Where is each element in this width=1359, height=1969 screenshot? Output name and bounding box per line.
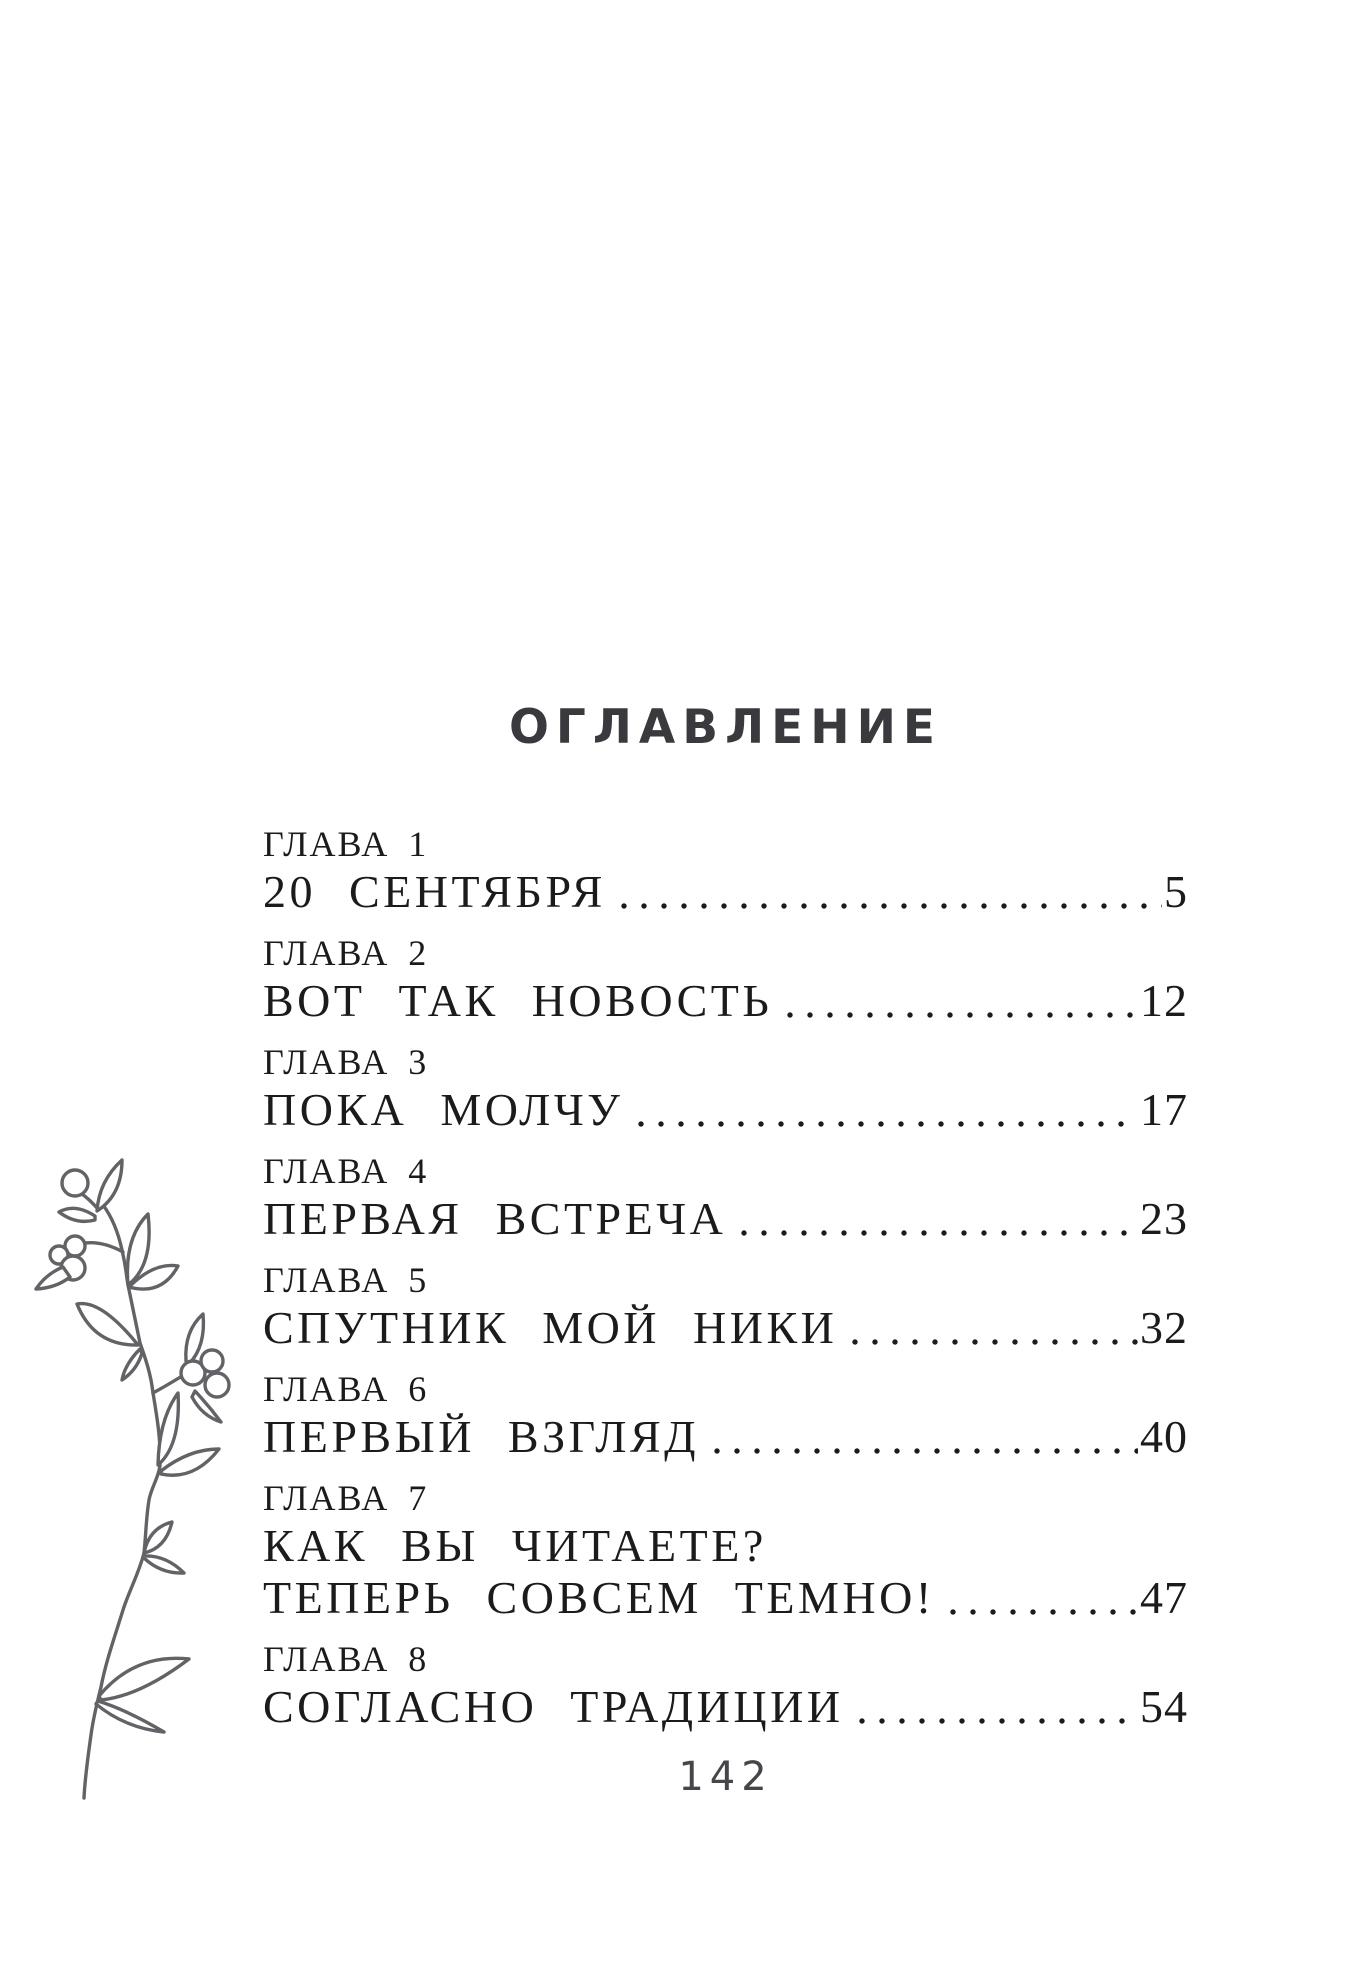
leaf: [96, 1701, 164, 1732]
berry: [201, 1350, 223, 1372]
page-title: ОГЛАВЛЕНИЕ: [508, 700, 943, 755]
chapter-label: ГЛАВА 5: [263, 1260, 429, 1300]
chapter-title-row: [263, 975, 1188, 1027]
chapter-title-lines: [263, 1411, 1188, 1463]
toc-entry: [263, 1040, 1188, 1136]
chapter-title: ПЕРВАЯ ВСТРЕЧА: [263, 1193, 727, 1244]
dots-leader: [852, 1681, 1138, 1733]
floral-branch-illustration: [25, 1135, 240, 1815]
chapter-title: ПОКА МОЛЧУ: [263, 1084, 624, 1135]
chapter-title-row: [263, 1681, 1188, 1733]
leaf: [144, 1522, 172, 1553]
toc-entry: [263, 1367, 1188, 1463]
chapter-title: ТЕПЕРЬ СОВСЕМ ТЕМНО!: [263, 1572, 935, 1623]
toc-entry: [263, 931, 1188, 1027]
dots-leader: [780, 975, 1138, 1027]
chapter-title-lines: [263, 1302, 1188, 1354]
leaf: [122, 1349, 142, 1380]
leaf: [158, 1393, 178, 1465]
chapter-page-number: 47: [1140, 1572, 1188, 1623]
chapter-title-lines: [263, 1084, 1188, 1136]
chapter-page-number: 5: [1164, 866, 1188, 917]
dots-leader: [707, 1411, 1138, 1463]
chapter-label: ГЛАВА 6: [263, 1369, 429, 1409]
chapter-page-number: 12: [1140, 975, 1188, 1026]
toc-list: [263, 822, 1188, 1746]
chapter-page-number: 32: [1140, 1302, 1188, 1353]
chapter-title-lines: [263, 1520, 1188, 1624]
leaf: [144, 1556, 184, 1573]
toc-entry: [263, 1258, 1188, 1354]
leaf: [99, 1658, 189, 1700]
leaf: [36, 1267, 70, 1289]
leaf: [97, 1160, 122, 1211]
chapter-page-number: 40: [1140, 1411, 1188, 1462]
chapter-title-lines: [263, 866, 1188, 918]
chapter-page-number: 23: [1140, 1193, 1188, 1244]
twig: [82, 1194, 98, 1209]
chapter-title: КАК ВЫ ЧИТАЕТЕ?: [263, 1520, 767, 1571]
chapter-title-row: [263, 1520, 1188, 1572]
chapter-label: ГЛАВА 7: [263, 1478, 429, 1518]
chapter-label: ГЛАВА 3: [263, 1042, 429, 1082]
chapter-page-number: 54: [1140, 1681, 1188, 1732]
chapter-title-row: [263, 1572, 1188, 1624]
chapter-title-lines: [263, 975, 1188, 1027]
dots-leader: [734, 1193, 1138, 1245]
chapter-title-row: [263, 1302, 1188, 1354]
leaf: [59, 1208, 95, 1221]
chapter-page-number: 17: [1140, 1084, 1188, 1135]
toc-entry: [263, 1637, 1188, 1733]
leaf: [77, 1304, 138, 1346]
chapter-label: ГЛАВА 8: [263, 1639, 429, 1679]
chapter-title-row: [263, 1084, 1188, 1136]
chapter-title-lines: [263, 1681, 1188, 1733]
chapter-label: ГЛАВА 4: [263, 1151, 429, 1191]
chapter-title-row: [263, 1411, 1188, 1463]
chapter-title-lines: [263, 1193, 1188, 1245]
dots-leader: [845, 1302, 1138, 1354]
folio-page-number: 142: [678, 1754, 773, 1800]
dots-leader: [614, 866, 1162, 918]
chapter-title: СОГЛАСНО ТРАДИЦИИ: [263, 1681, 844, 1732]
chapter-title-row: [263, 1193, 1188, 1245]
chapter-title: СПУТНИК МОЙ НИКИ: [263, 1302, 838, 1353]
chapter-title: ПЕРВЫЙ ВЗГЛЯД: [263, 1411, 700, 1462]
berry: [205, 1373, 229, 1397]
berry: [62, 1170, 88, 1196]
toc-entry: [263, 822, 1188, 918]
toc-entry: [263, 1149, 1188, 1245]
chapter-label: ГЛАВА 1: [263, 824, 429, 864]
chapter-title: ВОТ ТАК НОВОСТЬ: [263, 975, 773, 1026]
chapter-title-row: [263, 866, 1188, 918]
chapter-title: 20 СЕНТЯБРЯ: [263, 866, 606, 917]
toc-entry: [263, 1476, 1188, 1624]
chapter-label: ГЛАВА 2: [263, 933, 429, 973]
dots-leader: [631, 1084, 1138, 1136]
dots-leader: [943, 1572, 1138, 1624]
twig: [85, 1243, 123, 1252]
